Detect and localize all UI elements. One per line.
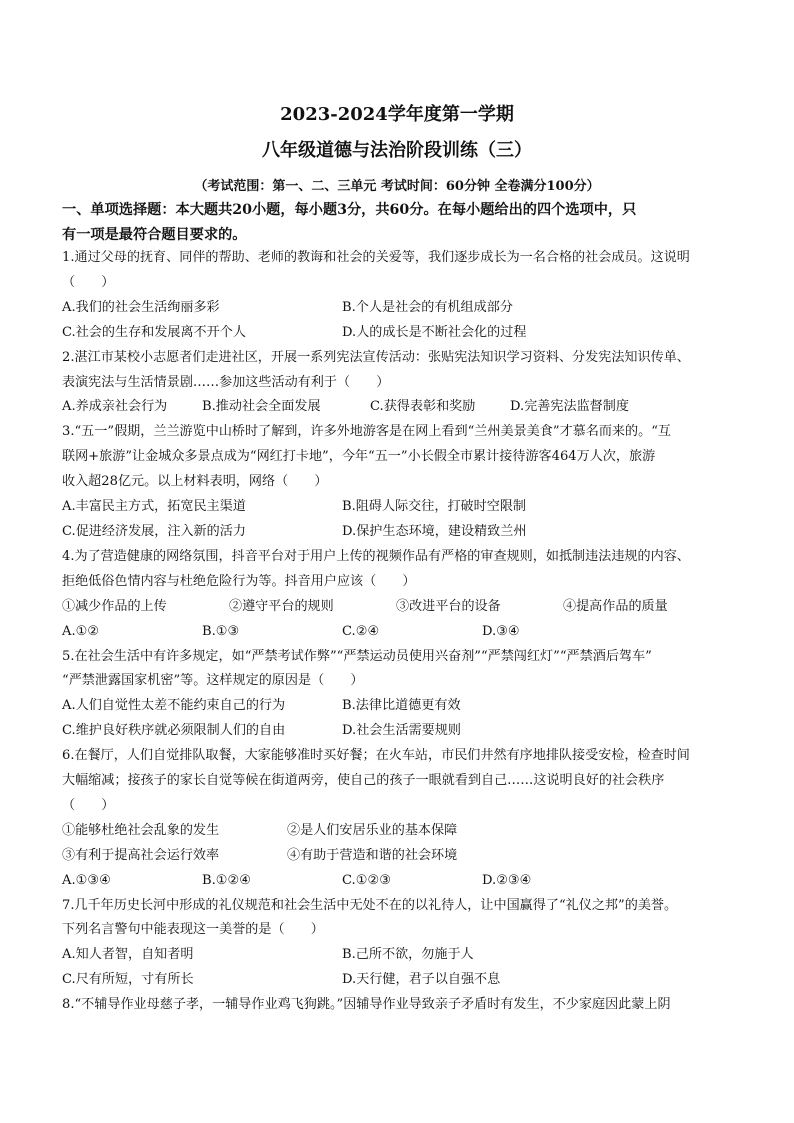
option-d: D.②③④	[482, 872, 532, 888]
question-stem: 大幅缩减；接孩子的家长自觉等候在街道两旁，使自己的孩子一眼就看到自己……这说明良好的社会秩序	[62, 773, 665, 789]
option-b: B.①②④	[202, 872, 251, 888]
exam-info: （考试范围：第一、二、三单元 考试时间：60分钟 全卷满分100分）	[194, 179, 600, 194]
question-stem: 联网+旅游”让金城众多景点成为“网红打卡地”，今年“五一”小长假全市累计接待游客464万人次，旅游	[62, 449, 656, 465]
statement-3: ③改进平台的设备	[396, 598, 501, 614]
question-7	[62, 894, 742, 994]
option-c: C.社会的生存和发展离不开个人	[62, 324, 246, 340]
statement-4: ④有助于营造和谐的社会环境	[287, 847, 458, 863]
option-c: C.①②③	[342, 872, 391, 888]
question-stem: 表演宪法与生活情景剧……参加这些活动有利于（ ）	[62, 374, 390, 390]
option-d: D.完善宪法监督制度	[510, 399, 629, 415]
question-stem: 下列名言警句中能表现这一美誉的是（ ）	[62, 922, 324, 938]
question-stem: 4.为了营造健康的网络氛围，抖音平台对于用户上传的视频作品有严格的审查规则，如抵制违法违规的内容、	[62, 548, 690, 564]
question-stem: （ ）	[62, 797, 115, 813]
option-b: B.个人是社会的有机组成部分	[342, 299, 513, 315]
option-d: D.③④	[482, 623, 520, 639]
question-stem: 7.几千年历史长河中形成的礼仪规范和社会生活中无处不在的以礼待人，让中国赢得了“礼仪之邦”的美誉。	[62, 897, 678, 913]
statement-1: ①能够杜绝社会乱象的发生	[62, 822, 220, 838]
option-a: A.养成亲社会行为	[62, 399, 168, 415]
question-1	[62, 246, 742, 346]
statement-3: ③有利于提高社会运行效率	[62, 847, 220, 863]
option-b: B.法律比道德更有效	[342, 698, 461, 714]
option-b: B.推动社会全面发展	[202, 399, 321, 415]
question-list	[62, 246, 742, 1018]
option-a: A.①③④	[62, 872, 111, 888]
exam-year-title: 2023-2024学年度第一学期	[280, 104, 514, 125]
option-b: B.①③	[202, 623, 240, 639]
question-6	[62, 744, 742, 893]
option-d: D.天行健，君子以自强不息	[342, 972, 501, 988]
option-a: A.丰富民主方式，拓宽民主渠道	[62, 499, 246, 515]
question-stem: “严禁泄露国家机密”等。这样规定的原因是（ ）	[62, 673, 364, 689]
question-stem: 6.在餐厅，人们自觉排队取餐，大家能够准时买好餐；在火车站，市民们井然有序地排队接受安检，检查时间	[62, 748, 690, 764]
option-a: A.我们的社会生活绚丽多彩	[62, 299, 220, 315]
option-a: A.知人者智，自知者明	[62, 947, 194, 963]
option-d: D.保护生态环境，建设精致兰州	[342, 523, 527, 539]
option-a: A.人们自觉性太差不能约束自己的行为	[62, 698, 286, 714]
question-stem: 2.湛江市某校小志愿者们走进社区，开展一系列宪法宣传活动：张贴宪法知识学习资料、分发宪法知识传单、	[62, 349, 690, 365]
option-a: A.①②	[62, 623, 100, 639]
question-stem: 5.在社会生活中有许多规定，如“严禁考试作弊”“严禁运动员使用兴奋剂”“严禁闯红灯”“严禁酒后驾车”	[62, 648, 652, 664]
question-stem: 8.“不辅导作业母慈子孝，一辅导作业鸡飞狗跳。”因辅导作业导致亲子矛盾时有发生，不少家庭因此蒙上阴	[62, 997, 671, 1013]
option-b: B.己所不欲，勿施于人	[342, 947, 474, 963]
option-d: D.人的成长是不断社会化的过程	[342, 324, 527, 340]
statement-2: ②是人们安居乐业的基本保障	[287, 822, 458, 838]
option-c: C.②④	[342, 623, 380, 639]
question-3	[62, 420, 742, 545]
question-stem: 拒绝低俗色情内容与杜绝危险行为等。抖音用户应该（ ）	[62, 573, 416, 589]
question-stem: 3.“五一”假期，兰兰游览中山桥时了解到，许多外地游客是在网上看到“兰州美景美食”才慕名而来的。“互	[62, 424, 671, 440]
question-5	[62, 645, 742, 745]
statement-4: ④提高作品的质量	[563, 598, 668, 614]
option-c: C.尺有所短，寸有所长	[62, 972, 194, 988]
option-c: C.维护良好秩序就必须限制人们的自由	[62, 723, 286, 739]
question-8	[62, 993, 742, 1018]
option-b: B.阻碍人际交往，打破时空限制	[342, 499, 527, 515]
question-stem: （ ）	[62, 274, 115, 290]
question-stem: 收入超28亿元。以上材料表明，网络（ ）	[62, 474, 328, 490]
question-stem: 1.通过父母的抚育、同伴的帮助、老师的教诲和社会的关爱等，我们逐步成长为一名合格的社会成员。这说明	[62, 250, 690, 265]
statement-1: ①减少作品的上传	[62, 598, 167, 614]
statement-2: ②遵守平台的规则	[229, 598, 334, 614]
option-d: D.社会生活需要规则	[342, 723, 461, 739]
option-c: C.促进经济发展，注入新的活力	[62, 523, 246, 539]
option-c: C.获得表彰和奖励	[370, 399, 476, 415]
question-2	[62, 346, 742, 421]
question-4	[62, 545, 742, 645]
exam-title: 八年级道德与法治阶段训练（三）	[262, 140, 532, 161]
section-heading: 一、单项选择题：本大题共20小题，每小题3分，共60分。在每小题给出的四个选项中，只 有一项是最符合题目要求的。	[62, 202, 637, 243]
